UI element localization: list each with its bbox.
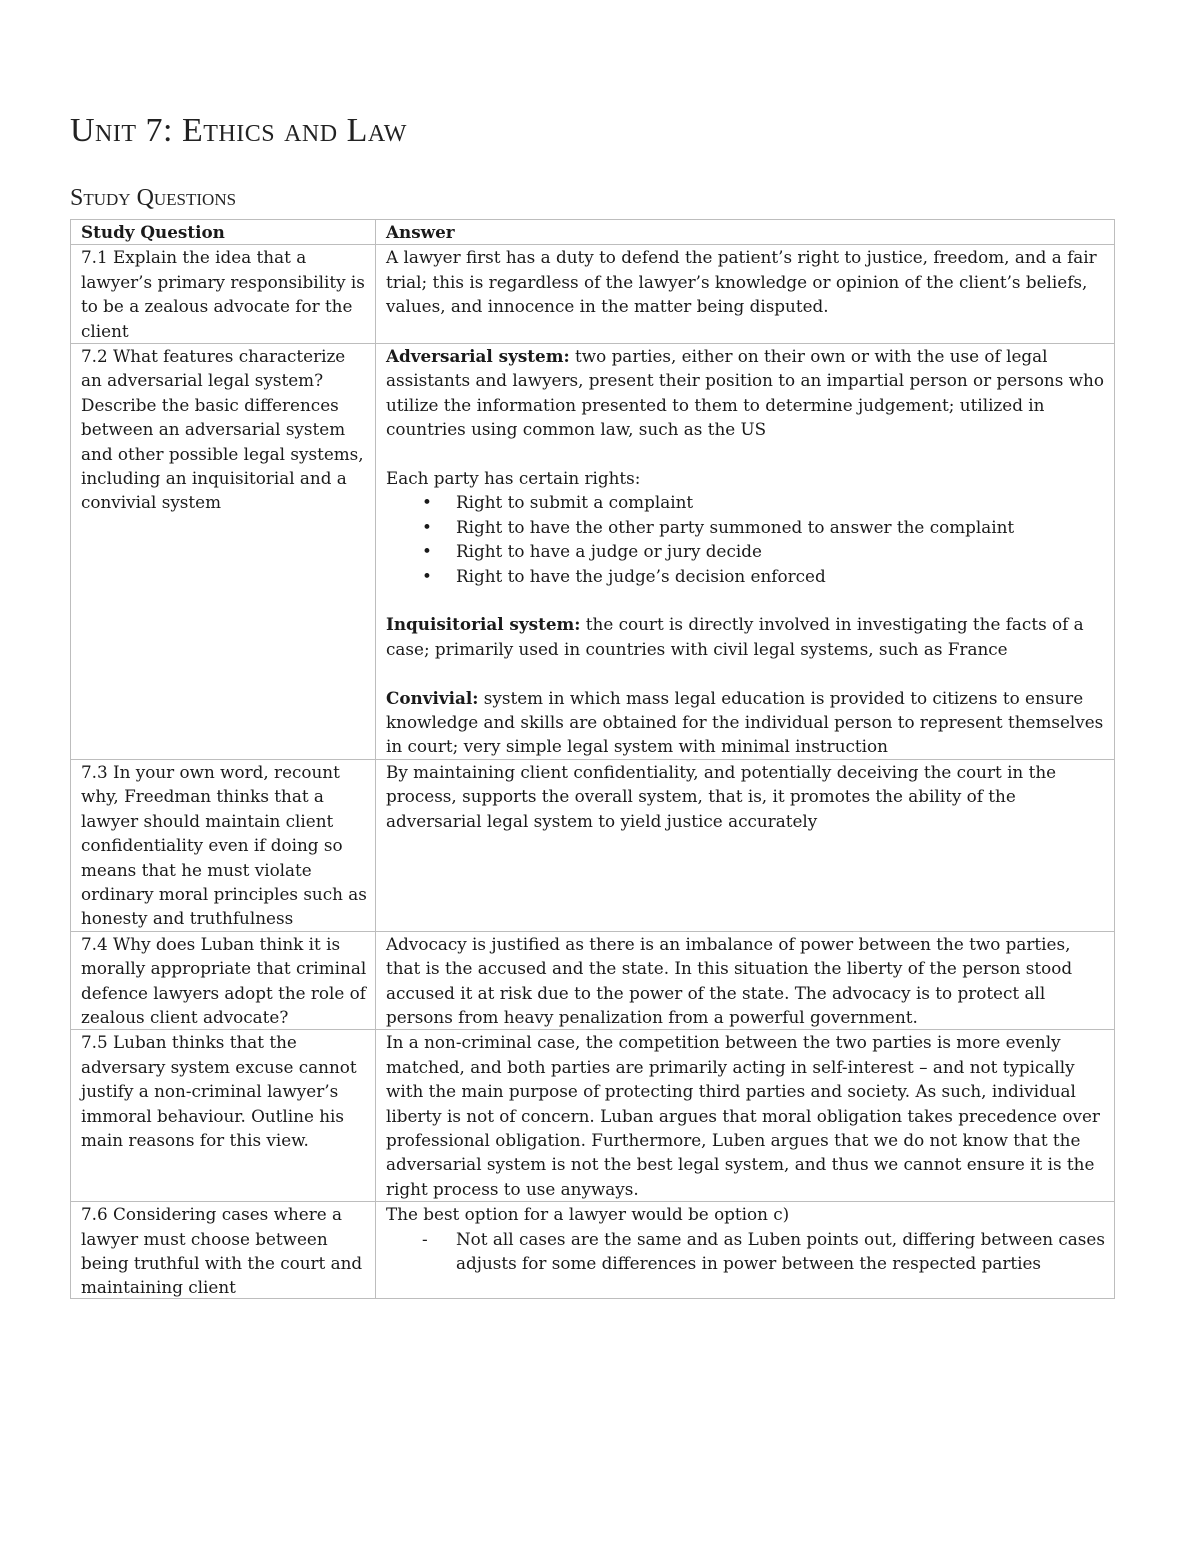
column-header-question: Study Question (71, 220, 376, 245)
page-title: Unit 7: Ethics and Law (70, 112, 407, 149)
answer-cell: By maintaining client confidentiality, and potentially deceiving the court in the process, supports the overall system, that is, it promotes the ability of the adversarial legal system to yield justice accurately (376, 759, 1115, 931)
answer-paragraph (386, 686, 1108, 759)
list-item-text: Right to have the judge’s decision enforced (456, 565, 826, 586)
question-cell: 7.1 Explain the idea that a lawyer’s primary responsibility is to be a zealous advocate for the client (71, 245, 376, 344)
bullet-icon: • (422, 541, 432, 562)
term-label: Inquisitorial system: (386, 614, 581, 635)
table-row (71, 931, 1115, 1030)
term-definition: two parties, either on their own or with the use of legal assistants and lawyers, present their position to an impartial person or persons who utilize the information presented to them to determine judgement; utilized in countries using common law, such as the US (386, 346, 1104, 440)
list-item (422, 490, 1108, 514)
list-item (422, 539, 1108, 563)
term-label: Convivial: (386, 687, 479, 708)
list-item (422, 1227, 1108, 1276)
table-header-row (71, 220, 1115, 245)
bullet-icon: • (422, 516, 432, 537)
list-item-text: Right to have the other party summoned to answer the complaint (456, 516, 1015, 537)
term-definition: system in which mass legal education is provided to citizens to ensure knowledge and skills are obtained for the individual person to represent themselves in court; very simple legal system with minimal instruction (386, 687, 1104, 757)
table-row (71, 1202, 1115, 1299)
list-item-text: Not all cases are the same and as Luben points out, differing between cases adjusts for some differences in power between the respected parties (456, 1228, 1105, 1274)
answer-paragraph (386, 612, 1108, 661)
points-list (386, 1227, 1108, 1276)
answer-cell (376, 344, 1115, 760)
question-cell: 7.3 In your own word, recount why, Freedman thinks that a lawyer should maintain client confidentiality even if doing so means that he must violate ordinary moral principles such as honesty and truthfulness (71, 759, 376, 931)
rights-intro: Each party has certain rights: (386, 468, 641, 489)
question-text: 7.6 Considering cases where a lawyer must choose between being truthful with the court and maintaining client (81, 1204, 363, 1298)
section-title: Study Questions (70, 185, 237, 211)
question-cell: 7.4 Why does Luban think it is morally appropriate that criminal defence lawyers adopt the role of zealous client advocate? (71, 931, 376, 1030)
question-cell (71, 1202, 376, 1299)
term-label: Adversarial system: (386, 346, 570, 367)
answer-paragraph: The best option for a lawyer would be option c) (386, 1204, 790, 1225)
answer-cell (376, 1202, 1115, 1299)
study-questions-table (70, 219, 1115, 1299)
dash-icon: - (422, 1228, 428, 1249)
table-row (71, 759, 1115, 931)
question-cell: 7.5 Luban thinks that the adversary system excuse cannot justify a non-criminal lawyer’s immoral behaviour. Outline his main reasons for this view. (71, 1030, 376, 1202)
answer-cell: A lawyer first has a duty to defend the patient’s right to justice, freedom, and a fair trial; this is regardless of the lawyer’s knowledge or opinion of the client’s beliefs, values, and innocence in the matter being disputed. (376, 245, 1115, 344)
question-cell: 7.2 What features characterize an adversarial legal system? Describe the basic differences between an adversarial system and other possible legal systems, including an inquisitorial and a convivial system (71, 344, 376, 760)
list-item-text: Right to have a judge or jury decide (456, 541, 762, 562)
list-item-text: Right to submit a complaint (456, 492, 694, 513)
bullet-icon: • (422, 565, 432, 586)
table-row (71, 1030, 1115, 1202)
answer-cell: Advocacy is justified as there is an imbalance of power between the two parties, that is the accused and the state. In this situation the liberty of the person stood accused it at risk due to the power of the state. The advocacy is to protect all persons from heavy penalization from a powerful government. (376, 931, 1115, 1030)
rights-list (386, 490, 1108, 588)
bullet-icon: • (422, 492, 432, 513)
column-header-answer: Answer (376, 220, 1115, 245)
list-item (422, 515, 1108, 539)
list-item (422, 564, 1108, 588)
answer-paragraph (386, 344, 1108, 442)
answer-cell: In a non-criminal case, the competition between the two parties is more evenly matched, and both parties are primarily acting in self-interest – and not typically with the main purpose of protecting third parties and society. As such, individual liberty is not of concern. Luban argues that moral obligation takes precedence over professional obligation. Furthermore, Luben argues that we do not know that the adversarial system is not the best legal system, and thus we cannot ensure it is the right process to use anyways. (376, 1030, 1115, 1202)
table-row (71, 245, 1115, 344)
term-definition: the court is directly involved in investigating the facts of a case; primarily used in countries with civil legal systems, such as France (386, 614, 1084, 659)
table-row (71, 344, 1115, 760)
